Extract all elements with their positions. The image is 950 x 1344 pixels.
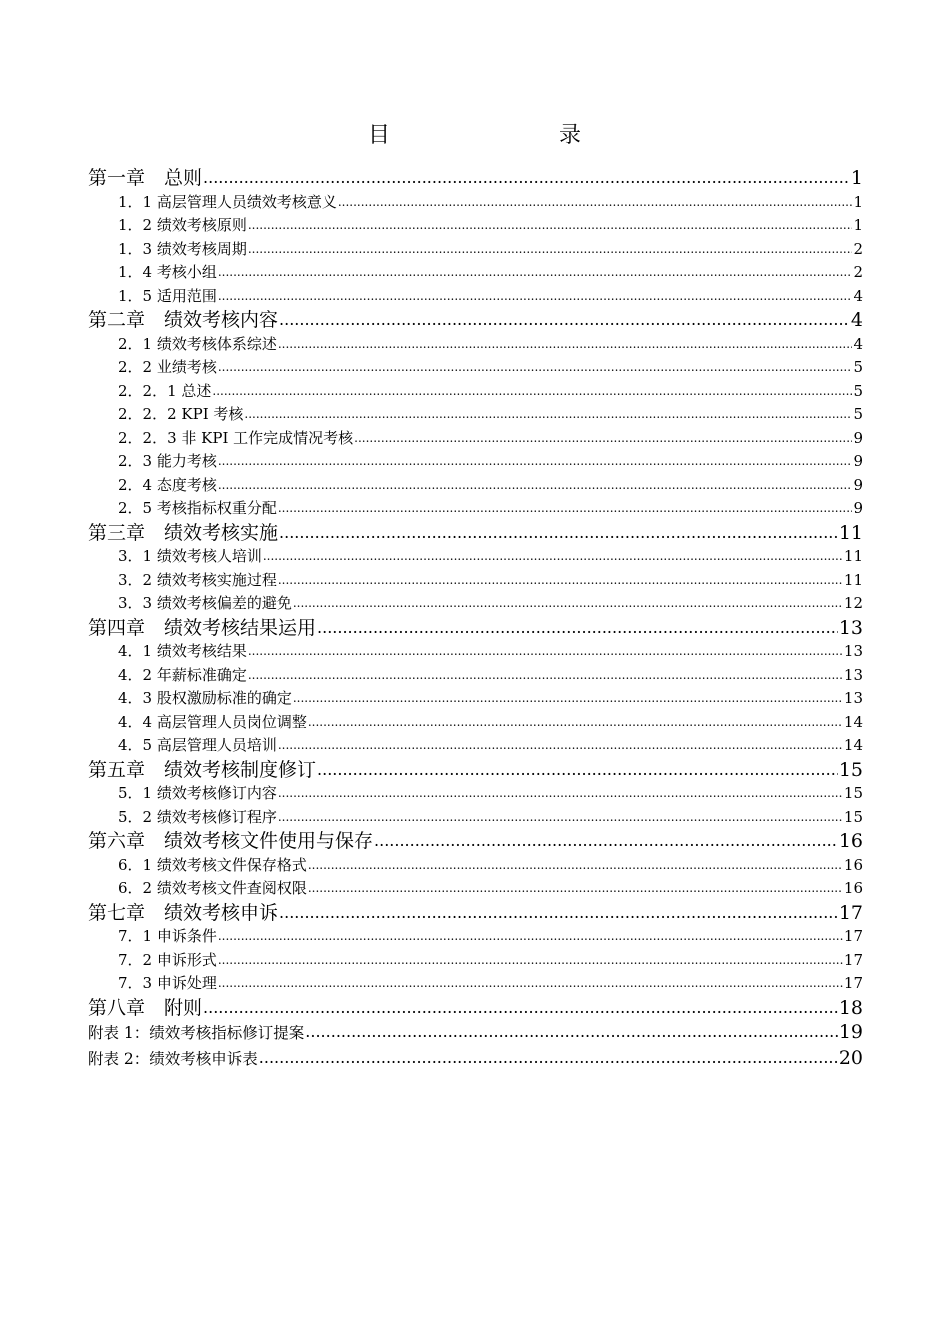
toc-entry-label: 第二章 绩效考核内容 — [88, 309, 279, 331]
toc-entry-section[interactable] — [88, 877, 863, 901]
toc-dot-leader — [218, 474, 853, 498]
toc-entry-label: 1．3 绩效考核周期 — [118, 239, 247, 258]
toc-entry-label: 2．5 考核指标权重分配 — [118, 499, 277, 517]
toc-page-number: 16 — [843, 855, 863, 874]
toc-title — [0, 118, 950, 154]
toc-page-number: 9 — [853, 499, 863, 517]
toc-entry-appendix[interactable] — [88, 1046, 863, 1072]
toc-dot-leader — [259, 1046, 838, 1071]
toc-entry-section[interactable] — [88, 640, 863, 664]
toc-entry-label: 第六章 绩效考核文件使用与保存 — [88, 830, 374, 852]
toc-page-number: 9 — [853, 452, 863, 470]
toc-dot-leader — [278, 782, 843, 806]
toc-entry-chapter[interactable] — [88, 996, 863, 1021]
toc-entry-section[interactable] — [88, 782, 863, 806]
toc-dot-leader — [278, 806, 843, 830]
toc-entry-section[interactable] — [88, 333, 863, 357]
toc-page-number: 4 — [853, 334, 863, 353]
toc-dot-leader — [293, 687, 843, 711]
toc-dot-leader — [338, 191, 853, 215]
toc-page-number: 2 — [853, 263, 863, 281]
toc-entry-label: 第四章 绩效考核结果运用 — [88, 616, 317, 639]
toc-dot-leader — [317, 616, 838, 641]
toc-dot-leader — [278, 734, 843, 758]
toc-dot-leader — [218, 949, 843, 973]
toc-dot-leader — [308, 877, 843, 901]
toc-entry-section[interactable] — [88, 569, 863, 593]
toc-dot-leader — [203, 166, 850, 191]
toc-entry-section[interactable] — [88, 403, 863, 427]
toc-dot-leader — [248, 664, 843, 688]
toc-page-number: 17 — [843, 927, 863, 945]
toc-entry-section[interactable] — [88, 734, 863, 758]
toc-page-number: 19 — [838, 1021, 863, 1043]
toc-page-number: 13 — [843, 689, 863, 707]
toc-entry-label: 5．1 绩效考核修订内容 — [118, 784, 277, 802]
toc-page-number: 11 — [843, 547, 863, 565]
toc-entry-label: 第五章 绩效考核制度修订 — [88, 758, 317, 781]
toc-page-number: 9 — [853, 475, 863, 494]
toc-entry-label: 7．3 申诉处理 — [118, 974, 217, 992]
toc-entry-label: 5．2 绩效考核修订程序 — [118, 807, 277, 826]
toc-dot-leader — [212, 380, 852, 404]
toc-dot-leader — [278, 569, 843, 593]
toc-entry-section[interactable] — [88, 592, 863, 616]
toc-page-number: 17 — [843, 950, 863, 969]
toc-entry-label: 第三章 绩效考核实施 — [88, 521, 279, 544]
toc-entry-label: 4．2 年薪标准确定 — [118, 665, 247, 684]
toc-entry-label: 6．1 绩效考核文件保存格式 — [118, 855, 307, 874]
toc-page-number: 15 — [843, 784, 863, 802]
toc-title-char-2: 录 — [559, 123, 582, 148]
toc-entry-label: 2．2 业绩考核 — [118, 358, 217, 376]
toc-entry-section[interactable] — [88, 191, 863, 215]
toc-title-char-1: 目 — [368, 123, 391, 148]
toc-dot-leader — [293, 592, 843, 616]
toc-entry-label: 7．1 申诉条件 — [118, 927, 217, 945]
toc-entry-label: 1．2 绩效考核原则 — [118, 216, 247, 234]
toc-entry-section[interactable] — [88, 427, 863, 451]
toc-entry-label: 2．2．3 非 KPI 工作完成情况考核 — [118, 428, 354, 447]
toc-entry-label: 4．1 绩效考核结果 — [118, 642, 247, 660]
toc-entry-section[interactable] — [88, 806, 863, 830]
toc-entry-section[interactable] — [88, 664, 863, 688]
toc-dot-leader — [278, 333, 853, 357]
toc-dot-leader — [248, 238, 853, 262]
toc-entry-label: 3．2 绩效考核实施过程 — [118, 570, 277, 589]
toc-entry-label: 2．1 绩效考核体系综述 — [118, 334, 277, 353]
toc-dot-leader — [218, 925, 843, 949]
toc-entry-section[interactable] — [88, 380, 863, 404]
toc-entry-chapter[interactable] — [88, 521, 863, 546]
toc-entry-section[interactable] — [88, 854, 863, 878]
toc-dot-leader — [279, 521, 838, 546]
toc-entry-section[interactable] — [88, 261, 863, 285]
toc-dot-leader — [354, 427, 852, 451]
toc-page-number: 5 — [853, 405, 863, 423]
toc-entry-chapter[interactable] — [88, 166, 863, 191]
toc-entry-section[interactable] — [88, 972, 863, 996]
toc-dot-leader — [374, 829, 838, 854]
toc-entry-label: 4．5 高层管理人员培训 — [118, 736, 277, 754]
toc-entry-label: 3．3 绩效考核偏差的避免 — [118, 594, 292, 612]
toc-entry-section[interactable] — [88, 450, 863, 474]
toc-entry-label: 附表 2：绩效考核申诉表 — [88, 1049, 258, 1068]
toc-entry-chapter[interactable] — [88, 829, 863, 854]
toc-entry-label: 4．4 高层管理人员岗位调整 — [118, 712, 307, 731]
toc-entry-label: 第八章 附则 — [88, 996, 203, 1019]
toc-entry-section[interactable] — [88, 214, 863, 238]
toc-page-number: 13 — [843, 665, 863, 684]
toc-page-number: 4 — [850, 309, 863, 331]
toc-page-number: 11 — [838, 521, 863, 544]
toc-entry-section[interactable] — [88, 545, 863, 569]
toc-page-number: 15 — [843, 807, 863, 826]
toc-entry-section[interactable] — [88, 238, 863, 262]
toc-page-number: 15 — [838, 758, 863, 781]
toc-page-number: 18 — [838, 996, 863, 1019]
toc-dot-leader — [218, 285, 853, 309]
toc-page-number: 5 — [853, 381, 863, 400]
toc-entry-section[interactable] — [88, 711, 863, 735]
toc-entry-label: 第一章 总则 — [88, 167, 203, 189]
toc-entry-chapter[interactable] — [88, 901, 863, 926]
toc-dot-leader — [248, 214, 853, 238]
toc-entry-label: 6．2 绩效考核文件查阅权限 — [118, 879, 307, 897]
toc-entry-label: 2．3 能力考核 — [118, 452, 217, 470]
toc-page-number: 1 — [850, 167, 863, 189]
toc-dot-leader — [218, 356, 853, 380]
toc-entry-label: 3．1 绩效考核人培训 — [118, 547, 262, 565]
toc-dot-leader — [203, 996, 838, 1021]
toc-dot-leader — [263, 545, 843, 569]
toc-page-number: 1 — [853, 192, 863, 211]
toc-entry-label: 1．5 适用范围 — [118, 286, 217, 305]
toc-dot-leader — [305, 1020, 838, 1045]
toc-entry-chapter[interactable] — [88, 616, 863, 641]
toc-entry-label: 2．2．1 总述 — [118, 381, 212, 400]
toc-entry-section[interactable] — [88, 925, 863, 949]
toc-page-number: 4 — [853, 286, 863, 305]
toc-dot-leader — [317, 758, 838, 783]
toc-entry-section[interactable] — [88, 356, 863, 380]
toc-page-number: 17 — [843, 974, 863, 992]
toc-entry-label: 4．3 股权激励标准的确定 — [118, 689, 292, 707]
toc-page-number: 5 — [853, 358, 863, 376]
toc-page-number: 14 — [843, 736, 863, 754]
toc-dot-leader — [248, 640, 843, 664]
toc-page-number: 16 — [838, 830, 863, 852]
toc-page-number: 9 — [853, 428, 863, 447]
toc-entry-label: 1．4 考核小组 — [118, 263, 217, 281]
toc-dot-leader — [218, 972, 843, 996]
toc-page-number: 13 — [838, 616, 863, 639]
toc-dot-leader — [244, 403, 852, 427]
toc-entry-section[interactable] — [88, 497, 863, 521]
toc-entry-section[interactable] — [88, 687, 863, 711]
toc-page-number: 1 — [853, 216, 863, 234]
toc-entry-label: 1．1 高层管理人员绩效考核意义 — [118, 192, 337, 211]
toc-entry-label: 2．4 态度考核 — [118, 475, 217, 494]
toc-entry-label: 第七章 绩效考核申诉 — [88, 901, 279, 924]
toc-entry-label: 附表 1：绩效考核指标修订提案 — [88, 1024, 305, 1042]
toc-dot-leader — [308, 711, 843, 735]
toc-entry-section[interactable] — [88, 285, 863, 309]
toc-entry-chapter[interactable] — [88, 758, 863, 783]
toc-page-number: 2 — [853, 239, 863, 258]
toc-page-number: 11 — [843, 570, 863, 589]
toc-dot-leader — [308, 854, 843, 878]
toc-page-number: 20 — [838, 1046, 863, 1069]
toc-page-number: 17 — [838, 901, 863, 924]
toc-entry-chapter[interactable] — [88, 308, 863, 333]
toc-entry-section[interactable] — [88, 949, 863, 973]
toc-dot-leader — [218, 450, 853, 474]
table-of-contents — [88, 166, 863, 1071]
toc-entry-label: 2．2．2 KPI 考核 — [118, 405, 244, 423]
toc-page-number: 13 — [843, 642, 863, 660]
toc-page-number: 12 — [843, 594, 863, 612]
toc-page-number: 16 — [843, 879, 863, 897]
toc-dot-leader — [279, 308, 850, 333]
toc-page-number: 14 — [843, 712, 863, 731]
toc-dot-leader — [218, 261, 853, 285]
toc-entry-section[interactable] — [88, 474, 863, 498]
toc-entry-label: 7．2 申诉形式 — [118, 950, 217, 969]
toc-dot-leader — [278, 497, 853, 521]
toc-dot-leader — [279, 901, 838, 926]
toc-entry-appendix[interactable] — [88, 1020, 863, 1046]
